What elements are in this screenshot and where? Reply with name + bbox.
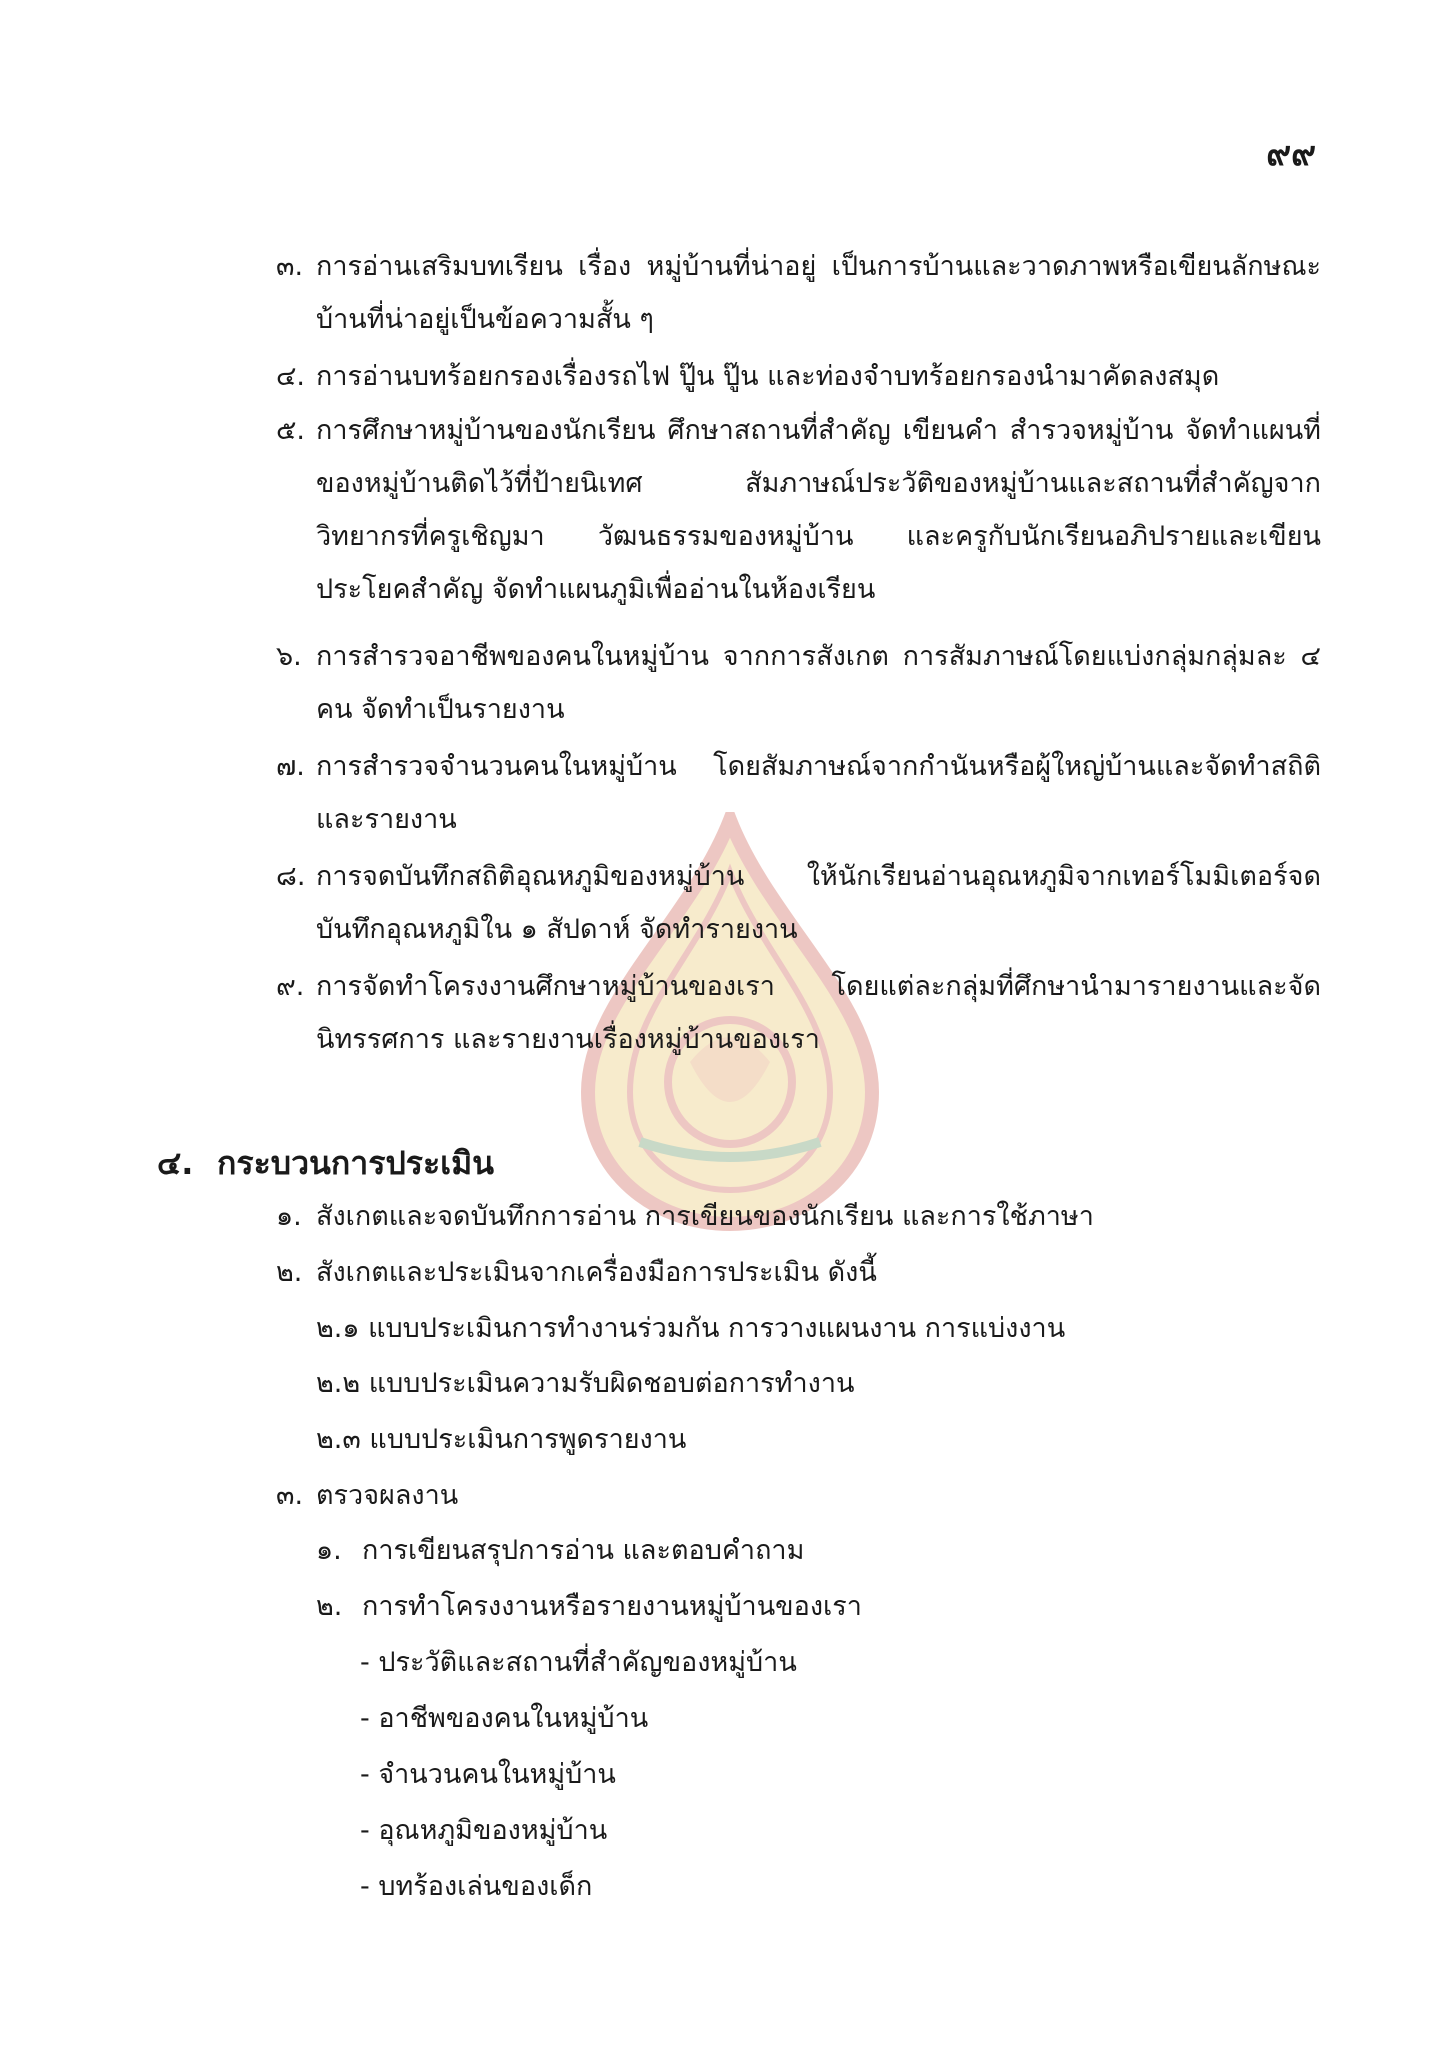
bullet-item: - ประวัติและสถานที่สำคัญของหมู่บ้าน [360, 1647, 797, 1678]
item-number: ๔. [276, 361, 306, 392]
activity-item-7 [276, 740, 1321, 846]
item-number: ๓. [276, 1480, 304, 1511]
assessment-item-2 [276, 1246, 877, 1299]
item-text: สังเกตและจดบันทึกการอ่าน การเขียนของนักเรียน และการใช้ภาษา [316, 1201, 1094, 1232]
activity-item-4 [276, 350, 1321, 403]
item-number: ๒. [316, 1591, 343, 1622]
item-number: ๗. [276, 751, 305, 782]
bullet-item: - อาชีพของคนในหมู่บ้าน [360, 1703, 649, 1734]
assessment-sub-2-1: ๒.๑ แบบประเมินการทำงานร่วมกัน การวางแผนงาน การแบ่งงาน [316, 1313, 1066, 1344]
item-text: การสำรวจอาชีพของคนในหมู่บ้าน จากการสังเกต การสัมภาษณ์โดยแบ่งกลุ่มกลุ่มละ ๔ คน จัดทำเป็นรายงาน [316, 641, 1321, 725]
item-text: การสำรวจจำนวนคนในหมู่บ้าน โดยสัมภาษณ์จากกำนันหรือผู้ใหญ่บ้านและจัดทำสถิติและรายงาน [316, 751, 1321, 835]
item-number: ๒. [276, 1257, 303, 1288]
assessment-sub-2-2: ๒.๒ แบบประเมินความรับผิดชอบต่อการทำงาน [316, 1368, 855, 1399]
item-text: การศึกษาหมู่บ้านของนักเรียน ศึกษาสถานที่สำคัญ เขียนคำ สำรวจหมู่บ้าน จัดทำแผนที่ของหมู่บ้านติดไว้ที่ป้ายนิเทศ สัมภาษณ์ประวัติของหมู่บ้านและสถานที่สำคัญจากวิทยากรที่ครูเชิญมา วัฒนธรรมของหมู่บ้าน และครูกับนักเรียนอภิปรายและเขียนประโยคสำคัญ จัดทำแผนภูมิเพื่ออ่านในห้องเรียน [316, 415, 1321, 605]
bullet-item: - บทร้องเล่นของเด็ก [360, 1871, 593, 1902]
page-number: ๙๙ [1266, 134, 1316, 174]
section-number: ๔. [157, 1144, 194, 1182]
item-number: ๖. [276, 641, 302, 672]
item-text: การอ่านเสริมบทเรียน เรื่อง หมู่บ้านที่น่าอยู่ เป็นการบ้านและวาดภาพหรือเขียนลักษณะบ้านที่น่าอยู่เป็นข้อความสั้น ๆ [316, 251, 1321, 335]
item-number: ๘. [276, 861, 306, 892]
item-number: ๓. [276, 251, 304, 282]
bullet-item: - อุณหภูมิของหมู่บ้าน [360, 1815, 608, 1846]
item-number: ๕. [276, 415, 306, 446]
activity-item-5 [276, 404, 1321, 616]
item-text: สังเกตและประเมินจากเครื่องมือการประเมิน ดังนี้ [316, 1257, 877, 1288]
item-number: ๑. [276, 1201, 302, 1232]
activity-item-6 [276, 630, 1321, 736]
assessment-sub-2-3: ๒.๓ แบบประเมินการพูดรายงาน [316, 1424, 687, 1455]
item-text: ตรวจผลงาน [316, 1480, 459, 1511]
item-text: การจดบันทึกสถิติอุณหภูมิของหมู่บ้าน ให้นักเรียนอ่านอุณหภูมิจากเทอร์โมมิเตอร์จดบันทึกอุณหภูมิใน ๑ สัปดาห์ จัดทำรายงาน [316, 861, 1321, 945]
item-text: การทำโครงงานหรือรายงานหมู่บ้านของเรา [362, 1591, 862, 1622]
assessment-sub-3-1 [316, 1524, 804, 1577]
section-title: กระบวนการประเมิน [217, 1144, 495, 1182]
activity-item-3 [276, 240, 1321, 346]
item-number: ๑. [316, 1535, 342, 1566]
item-text: การเขียนสรุปการอ่าน และตอบคำถาม [362, 1535, 805, 1566]
bullet-item: - จำนวนคนในหมู่บ้าน [360, 1759, 616, 1790]
assessment-item-1 [276, 1190, 1094, 1243]
activity-item-9 [276, 960, 1321, 1066]
assessment-sub-3-2 [316, 1580, 862, 1633]
activity-item-8 [276, 850, 1321, 956]
item-number: ๙. [276, 971, 305, 1002]
item-text: การอ่านบทร้อยกรองเรื่องรถไฟ ปู๊น ปู๊น และท่องจำบทร้อยกรองนำมาคัดลงสมุด [316, 361, 1220, 392]
assessment-item-3 [276, 1469, 458, 1522]
item-text: การจัดทำโครงงานศึกษาหมู่บ้านของเรา โดยแต่ละกลุ่มที่ศึกษานำมารายงานและจัดนิทรรศการ และรายงานเรื่องหมู่บ้านของเรา [316, 971, 1321, 1055]
section-heading [157, 1135, 494, 1191]
